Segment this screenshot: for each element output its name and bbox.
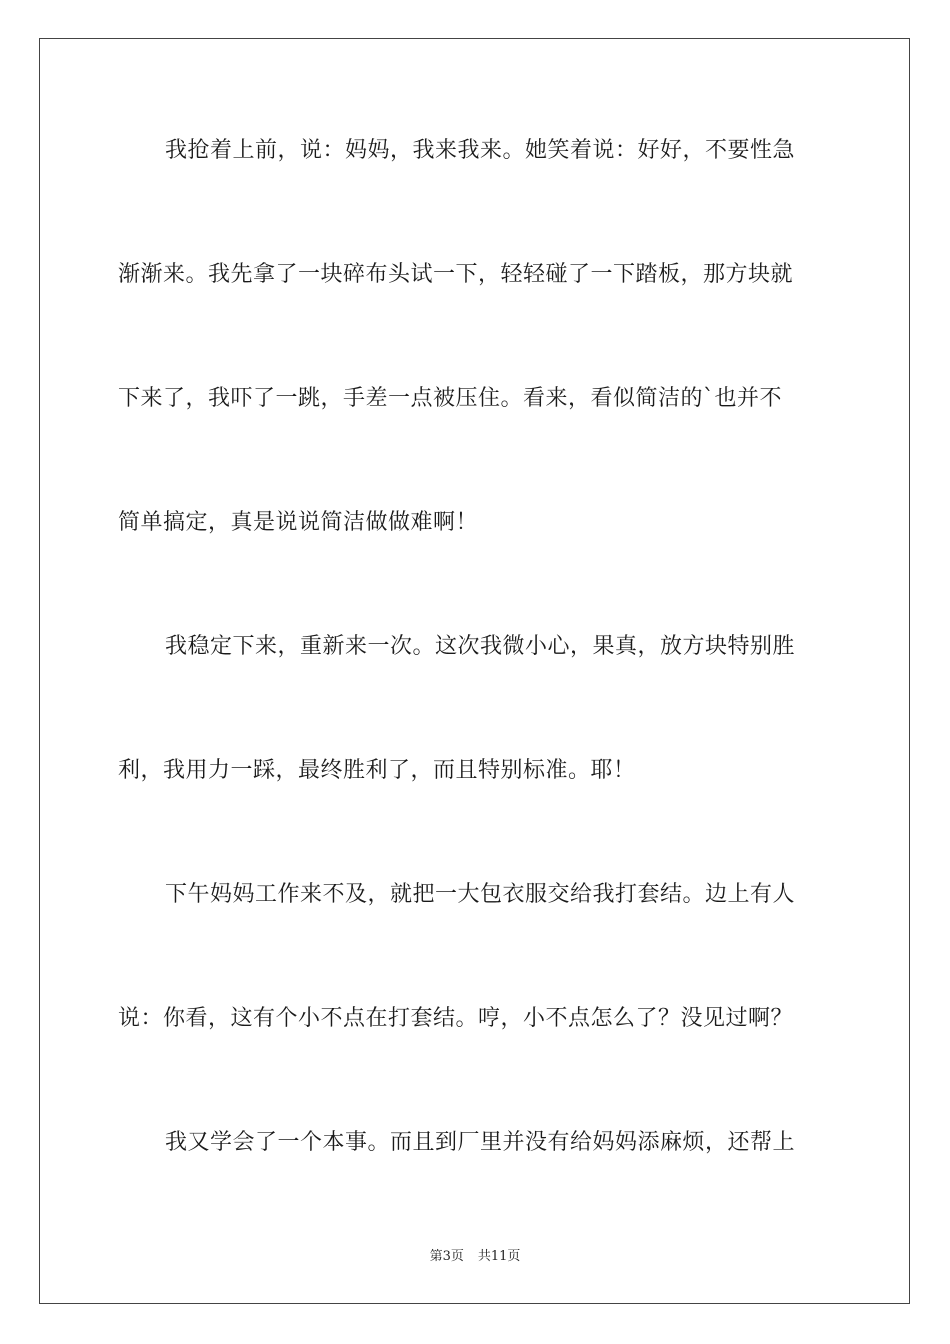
text-line-3: 下来了，我吓了一跳，手差一点被压住。看来，看似简洁的`也并不 <box>118 386 783 411</box>
text-line-8: 说：你看，这有个小不点在打套结。哼，小不点怎么了？没见过啊？ <box>118 1006 794 1031</box>
page-border <box>39 38 910 1304</box>
page-number: 第3页 <box>429 1249 464 1264</box>
text-line-6: 利，我用力一踩，最终胜利了，而且特别标准。耶！ <box>118 758 636 783</box>
page-total: 共11页 <box>477 1249 521 1264</box>
text-line-7: 下午妈妈工作来不及，就把一大包衣服交给我打套结。边上有人 <box>165 882 796 907</box>
page-footer <box>0 1248 950 1266</box>
text-line-5: 我稳定下来，重新来一次。这次我微小心，果真，放方块特别胜 <box>165 634 796 659</box>
text-line-4: 简单搞定，真是说说简洁做做难啊！ <box>118 510 479 535</box>
text-line-9: 我又学会了一个本事。而且到厂里并没有给妈妈添麻烦，还帮上 <box>165 1130 796 1155</box>
text-line-2: 渐渐来。我先拿了一块碎布头试一下，轻轻碰了一下踏板，那方块就 <box>118 262 794 287</box>
text-line-1: 我抢着上前，说：妈妈，我来我来。她笑着说：好好，不要性急 <box>165 138 796 163</box>
